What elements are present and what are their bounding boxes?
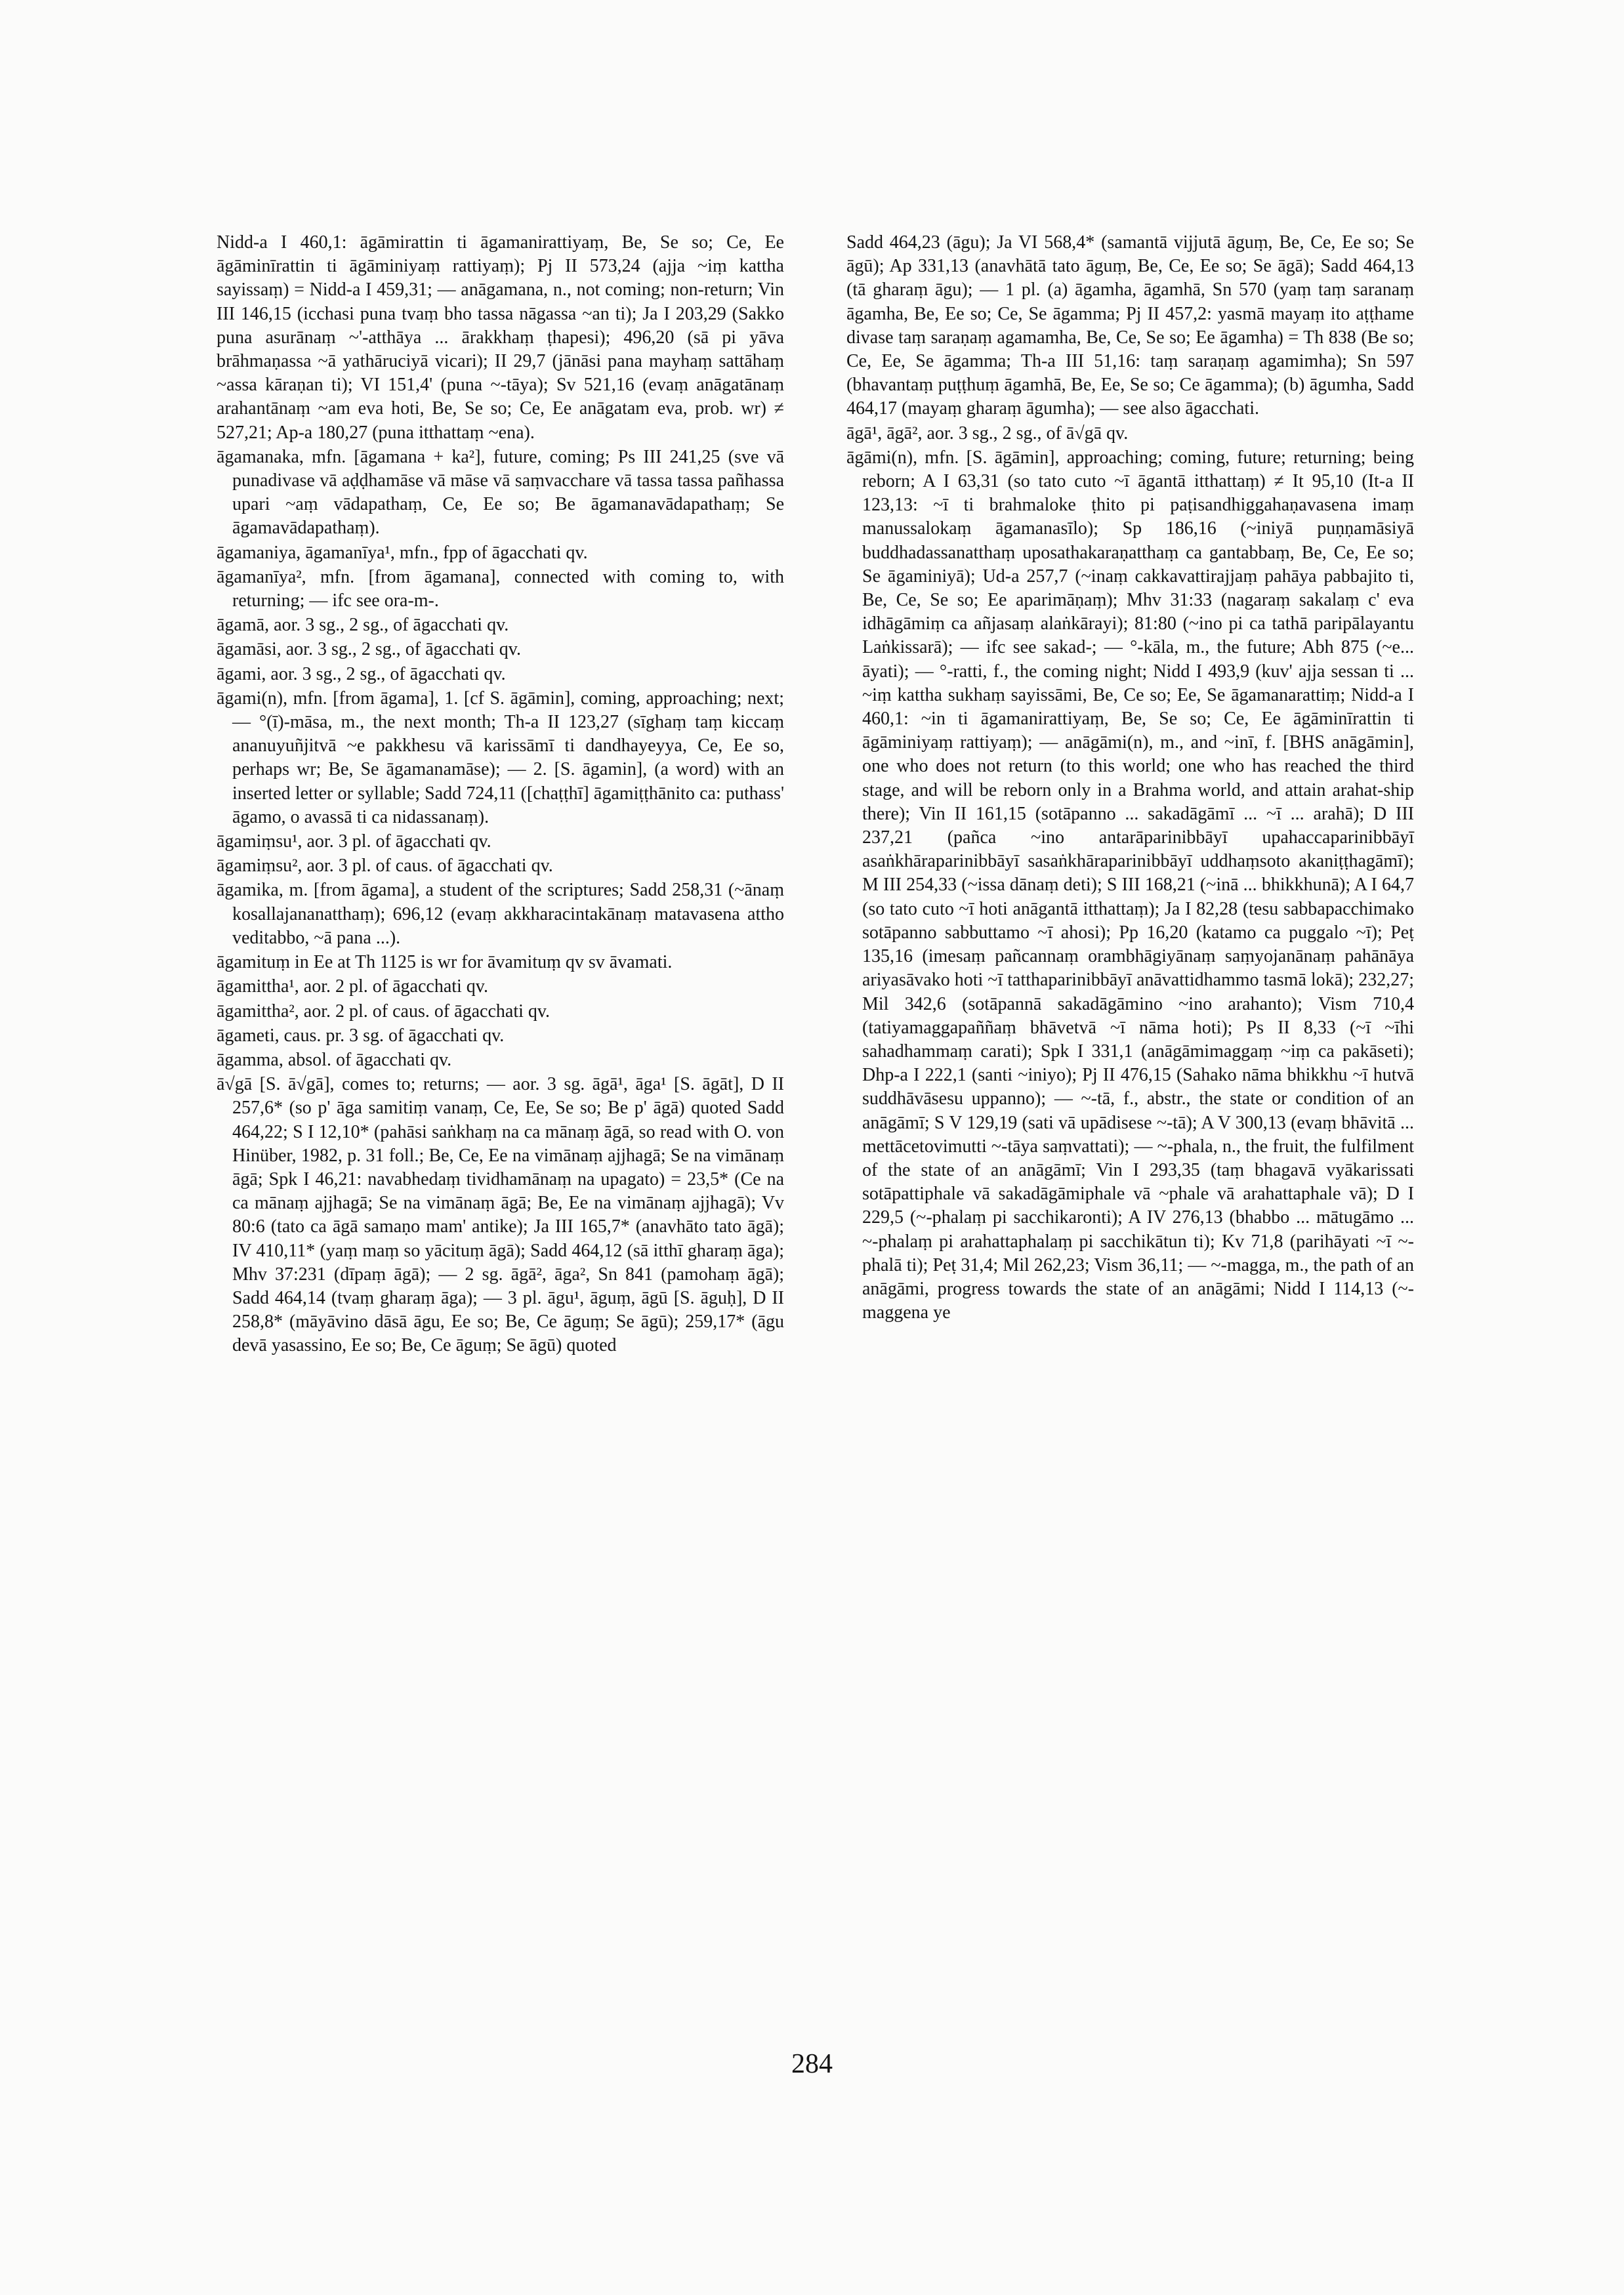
page-number: 284: [791, 2049, 833, 2079]
entry-agamittha-2: āgamittha², aor. 2 pl. of caus. of āgacchati qv.: [217, 1001, 551, 1022]
entry-continuation: Nidd-a I 460,1: āgāmirattin ti āgamanirattiyaṃ, Be, Se so; Ce, Ee āgāminīrattin ti āgāminiyaṃ rattiyaṃ); Pj II 573,24 (ajja ~iṃ kattha sayissaṃ) = Nidd-a I 459,31; — anāgamana, n., not coming; non-return; Vin III 146,15 (icchasi puna tvaṃ bho tassa nāgassa ~an ti); Ja I 203,29 (Sakko puna asurānaṃ ~'-atthāya ... ārakkhaṃ ṭhapesi); 496,20 (sā pi yāva brāhmaṇassa ~ā yathāruciyā vicari); II 29,7 (jānāsi pana mayhaṃ sattāhaṃ ~assa kāraṇan ti); VI 151,4' (puna ~-tāya); Sv 521,16 (evaṃ anāgatānaṃ arahantānaṃ ~am eva hoti, Be, Se so; Ce, Ee anāgatam eva, prob. wr) ≠ 527,21; Ap-a 180,27 (puna itthattaṃ ~ena).: [217, 232, 784, 443]
entry-agamin-2: āgāmi(n), mfn. [S. āgāmin], approaching; coming, future; returning; being reborn; A I 63,31 (so tato cuto ~ī āgantā itthattaṃ) ≠ It 95,10 (It-a II 123,13: ~ī ti brahmaloke ṭhito pi paṭisandhiggahaṇavasena imaṃ manussalokaṃ āgamanasīlo); Sp 186,16 (~iniyā puṇṇamāsiyā buddhadassanatthaṃ uposathakaraṇatthaṃ ca gantabbaṃ, Be, Ce, Ee so; Se āgaminiyā); Ud-a 257,7 (~inaṃ cakkavattirajjaṃ pahāya pabbajito ti, Be, Ce, Se so; Ee aparimāṇaṃ); Mhv 31:33 (nagaraṃ sakalaṃ c' eva idhāgāmiṃ ca añjasaṃ alaṅkārayi); 81:80 (~ino pi ca tathā paripālayantu Laṅkissarā); — ifc see sakad-; — °-kāla, m., the future; Abh 875 (~e... āyati); — °-ratti, f., the coming night; Nidd I 493,9 (kuv' ajja sessan ti ... ~iṃ kattha sukhaṃ sayissāmi, Be, Ce so; Ee, Se āgamanarattiṃ; Nidd-a I 460,1: ~in ti āgamanirattiyaṃ, Be, Se so; Ce, Ee āgāminīrattin ti āgāminiyaṃ rattiyaṃ); — anāgāmi(n), m., and ~inī, f. [BHS anāgāmin], one who does not return (to this world; one who has reached the third stage, and will be reborn only in a Brahma world, and attain arahat-ship there); Vin II 161,15 (sotāpanno ... sakadāgāmī ... ~ī ... arahā); D III 237,21 (pañca ~ino antarāparinibbāyī upahaccaparinibbāyī asaṅkhāraparinibbāyī sasaṅkhāraparinibbāyī uddhaṃsoto akaniṭṭhagāmī); M III 254,33 (~issa dānaṃ deti); S III 168,21 (~inā ... bhikkhunā); A I 64,7 (so tato cuto ~ī hoti anāgantā itthattaṃ); Ja I 82,28 (tesu sabbapacchimako sotāpanno sabbuttamo ~ī ahosi); Pp 16,20 (katamo ca puggalo ~ī); Peṭ 135,16 (imesaṃ pañcannaṃ orambhāgiyānaṃ saṃyojanānaṃ pahānāya ariyasāvako hoti ~ī tatthaparinibbāyī anāvattidhammo tasmā lokā); 232,27; Mil 342,6 (sotāpannā sakadāgāmino ~ino arahanto); Vism 710,4 (tatiyamaggapaññaṃ bhāvetvā ~ī nāma hoti); Ps II 8,33 (~ī ~īhi sahadhammaṃ carati); Spk I 331,1 (anāgāmimaggaṃ ~iṃ ca pakāseti); Dhp-a I 222,1 (santi ~iniyo); Pj II 476,15 (Sahako nāma bhikkhu ~ī hutvā suddhāvāsesu uppanno); — ~-tā, f., abstr., the state or condition of an anāgāmī; S V 129,19 (sati vā upādisese ~-tā); A V 300,13 (evaṃ bhāvitā ... mettācetovimutti ~-tāya saṃvattati); — ~-phala, n., the fruit, the fulfilment of the state of an anāgāmī; Vin I 293,35 (taṃ bhagavā vyākarissati sotāpattiphale vā sakadāgāmiphale vā ~phale vā arahattaphale vā); D I 229,5 (~-phalaṃ pi sacchikaronti); A IV 276,13 (bhabbo ... mātugāmo ... ~-phalaṃ pi arahattaphalaṃ pi sacchikātun ti); Kv 71,8 (parihāyati ~ī ~-phalā ti); Peṭ 31,4; Mil 262,23; Vism 36,11; — ~-magga, m., the path of an anāgāmi, progress towards the state of an anāgāmi; Nidd I 114,13 (~-maggena ye: [846, 447, 1414, 1323]
entry-agamma: āgamma, absol. of āgacchati qv.: [217, 1049, 452, 1070]
entry-agamimsu-2: āgamiṃsu², aor. 3 pl. of caus. of āgacchati qv.: [217, 856, 553, 877]
entry-agamaniya-2: āgamanīya², mfn. [from āgamana], connected with coming to, with returning; — ifc see ora-m-.: [217, 566, 784, 611]
entry-agamitum: āgamituṃ in Ee at Th 1125 is wr for āvamituṃ qv sv āvamati.: [217, 952, 673, 973]
entry-agamimsu-1: āgamiṃsu¹, aor. 3 pl. of āgacchati qv.: [217, 831, 491, 852]
entry-continuation-right: Sadd 464,23 (āgu); Ja VI 568,4* (samantā vijjutā āguṃ, Be, Ce, Ee so; Se āgū); Ap 331,13 (anavhātā tato āguṃ, Be, Ce, Ee so; Se āgā); Sadd 464,13 (tā gharaṃ āgu); — 1 pl. (a) āgamha, āgamhā, Sn 570 (yaṃ taṃ saranaṃ āgamha, Be, Ee so; Ce, Se āgamma; Pj II 457,2: yasmā mayaṃ ito aṭṭhame divase taṃ saraṇaṃ agamamha, Be, Ce, Se so; Ee āgamha) = Th 838 (Be so; Ce, Ee, Se āgamma; Th-a III 51,16: taṃ saraṇaṃ agamimha); Sn 597 (bhavantaṃ puṭṭhuṃ āgamhā, Be, Ee, Se so; Ce āgamma); (b) āgumha, Sadd 464,17 (mayaṃ gharaṃ āgumha); — see also āgacchati.: [846, 232, 1414, 419]
entry-aga: āgā¹, āgā², aor. 3 sg., 2 sg., of ā√gā qv.: [846, 423, 1129, 444]
entry-agamittha-1: āgamittha¹, aor. 2 pl. of āgacchati qv.: [217, 976, 488, 997]
entry-agami: āgami, aor. 3 sg., 2 sg., of āgacchati qv.: [217, 663, 506, 684]
entry-agamaniya: āgamaniya, āgamanīya¹, mfn., fpp of āgacchati qv.: [217, 542, 588, 563]
entry-agameti: āgameti, caus. pr. 3 sg. of āgacchati qv.: [217, 1025, 505, 1046]
right-column: [846, 231, 1414, 1325]
entry-agamanaka: āgamanaka, mfn. [āgamana + ka²], future, coming; Ps III 241,25 (sve vā punadivase vā aḍḍhamāse vā māse vā saṃvacchare vā tassa tassa pañhassa upari ~aṃ vādapathaṃ, Ce, Ee so; Be āgamanavādapathaṃ; Se āgamavādapathaṃ).: [217, 446, 784, 539]
left-column: [217, 231, 784, 1359]
entry-a-ga: ā√gā [S. ā√gā], comes to; returns; — aor. 3 sg. āgā¹, āga¹ [S. āgāt], D II 257,6* (so p' āga samitiṃ vanaṃ, Ce, Ee, Se so; Be p' āgā) quoted Sadd 464,22; S I 12,10* (pahāsi saṅkhaṃ na ca mānaṃ āgā, so read with O. von Hinüber, 1982, p. 31 foll.; Be, Ce, Ee na vimānaṃ ajjhagā; Se na vimānaṃ āgā; Spk I 46,21: navabhedaṃ tividhamānaṃ na upagato) = 23,5* (Ce na ca mānaṃ ajjhagā; Se na vimānaṃ āgā; Be, Ee na vimānaṃ ajjhagā); Vv 80:6 (tato ca āgā samaṇo mam' antike); Ja III 165,7* (anavhāto tato āgā); IV 410,11* (yaṃ maṃ so yācituṃ āgā); Sadd 464,12 (sā itthī gharaṃ āga); Mhv 37:231 (dīpaṃ āgā); — 2 sg. āgā², āga², Sn 841 (pamohaṃ āgā); Sadd 464,14 (tvaṃ gharaṃ āga); — 3 pl. āgu¹, āguṃ, āgū [S. āguḥ], D II 258,8* (māyāvino dāsā āgu, Ee so; Be, Ce āguṃ; Se āgū); 259,17* (āgu devā yasassino, Ee so; Be, Ce āguṃ; Se āgū) quoted: [217, 1074, 784, 1356]
entry-agamin: āgami(n), mfn. [from āgama], 1. [cf S. āgāmin], coming, approaching; next; — °(ī)-māsa, m., the next month; Th-a II 123,27 (sīghaṃ taṃ kiccaṃ ananuyuñjitvā ~e pakkhesu vā karissāmī ti dandhayeyya, Ce, Ee so, perhaps wr; Be, Se āgamanamāse); — 2. [S. āgamin], (a word) with an inserted letter or syllable; Sadd 724,11 ([chaṭṭhī] āgamiṭṭhānito ca: puthass' āgamo, o avassā ti ca nidassanaṃ).: [217, 688, 784, 827]
entry-agamika: āgamika, m. [from āgama], a student of the scriptures; Sadd 258,31 (~ānaṃ kosallajananatthaṃ); 696,12 (evaṃ akkharacintakānaṃ matavasena attho veditabbo, ~ā pana ...).: [217, 880, 784, 948]
entry-agama: āgamā, aor. 3 sg., 2 sg., of āgacchati qv.: [217, 615, 509, 636]
entry-agamasi: āgamāsi, aor. 3 sg., 2 sg., of āgacchati qv.: [217, 639, 521, 660]
